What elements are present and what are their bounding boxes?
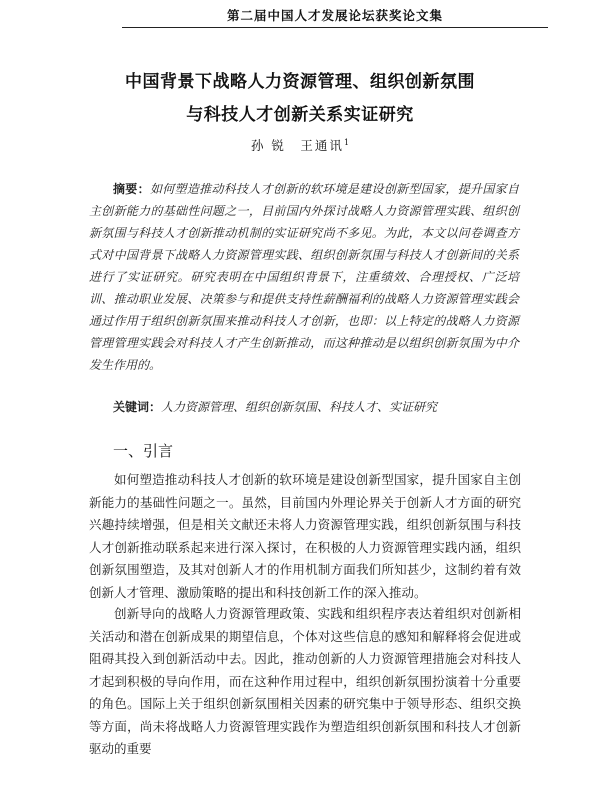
keywords-label: 关键词： (113, 400, 162, 414)
paper-title-line-1: 中国背景下战略人力资源管理、组织创新氛围 (125, 72, 475, 92)
paper-title-line-2: 与科技人才创新关系实证研究 (186, 105, 414, 125)
author-names: 孙 锐 王通讯 (250, 138, 344, 153)
body-paragraph: 创新导向的战略人力资源管理政策、实践和组织程序表达着组织对创新相关活动和潜在创新成果的期望信息，个体对这些信息的感知和解释将会促进或阻碍其投入到创新活动中去。因此，推动创新的人力资源管理措施会对科技人才起到积极的导向作用，而在这种作用过程中，组织创新氛围扮演着十分重要的角色。国际上关于组织创新氛围相关因素的研究集中于领导形态、组织交换等方面，尚未将战略人力资源管理实践作为塑造组织创新氛围和科技人才创新驱动的重要 (89, 606, 521, 756)
authors (0, 136, 600, 154)
abstract-label: 摘要： (113, 182, 150, 196)
section-heading-introduction: 一、引言 (113, 442, 174, 460)
running-head: 第二届中国人才发展论坛获奖论文集 (122, 6, 548, 28)
author-footnote-mark: 1 (343, 137, 350, 147)
body-paragraph: 如何塑造推动科技人才创新的软环境是建设创新型国家，提升国家自主创新能力的基础性问题之一。虽然，目前国内外理论界关于创新人才方面的研究兴趣持续增强，但是相关文献还未将人力资源管理实践，组织创新氛围与科技人才创新推动联系起来进行深入探讨，在积极的人力资源管理实践内涵，组织创新氛围塑造，及其对创新人才的作用机制方面我们所知甚少，这制约着有效创新人才管理、激励策略的提出和科技创新工作的深入推动。 (89, 472, 521, 600)
keywords (113, 398, 533, 415)
abstract-text: 如何塑造推动科技人才创新的软环境是建设创新型国家，提升国家自主创新能力的基础性问题之一，目前国内外探讨战略人力资源管理实践、组织创新氛围与科技人才创新推动机制的实证研究尚不多见。为此，本文以问卷调查方式对中国背景下战略人力资源管理实践、组织创新氛围与科技人才创新间的关系进行了实证研究。研究表明在中国组织背景下，注重绩效、合理授权、广泛培训、推动职业发展、决策参与和提供支持性薪酬福利的战略人力资源管理实践会通过作用于组织创新氛围来推动科技人才创新，也即：以上特定的战略人力资源管理管理实践会对科技人才产生创新推动，而这种推动是以组织创新氛围为中介发生作用的。 (89, 182, 519, 372)
keywords-text: 人力资源管理、组织创新氛围、科技人才、实证研究 (161, 400, 438, 414)
abstract (89, 178, 519, 376)
